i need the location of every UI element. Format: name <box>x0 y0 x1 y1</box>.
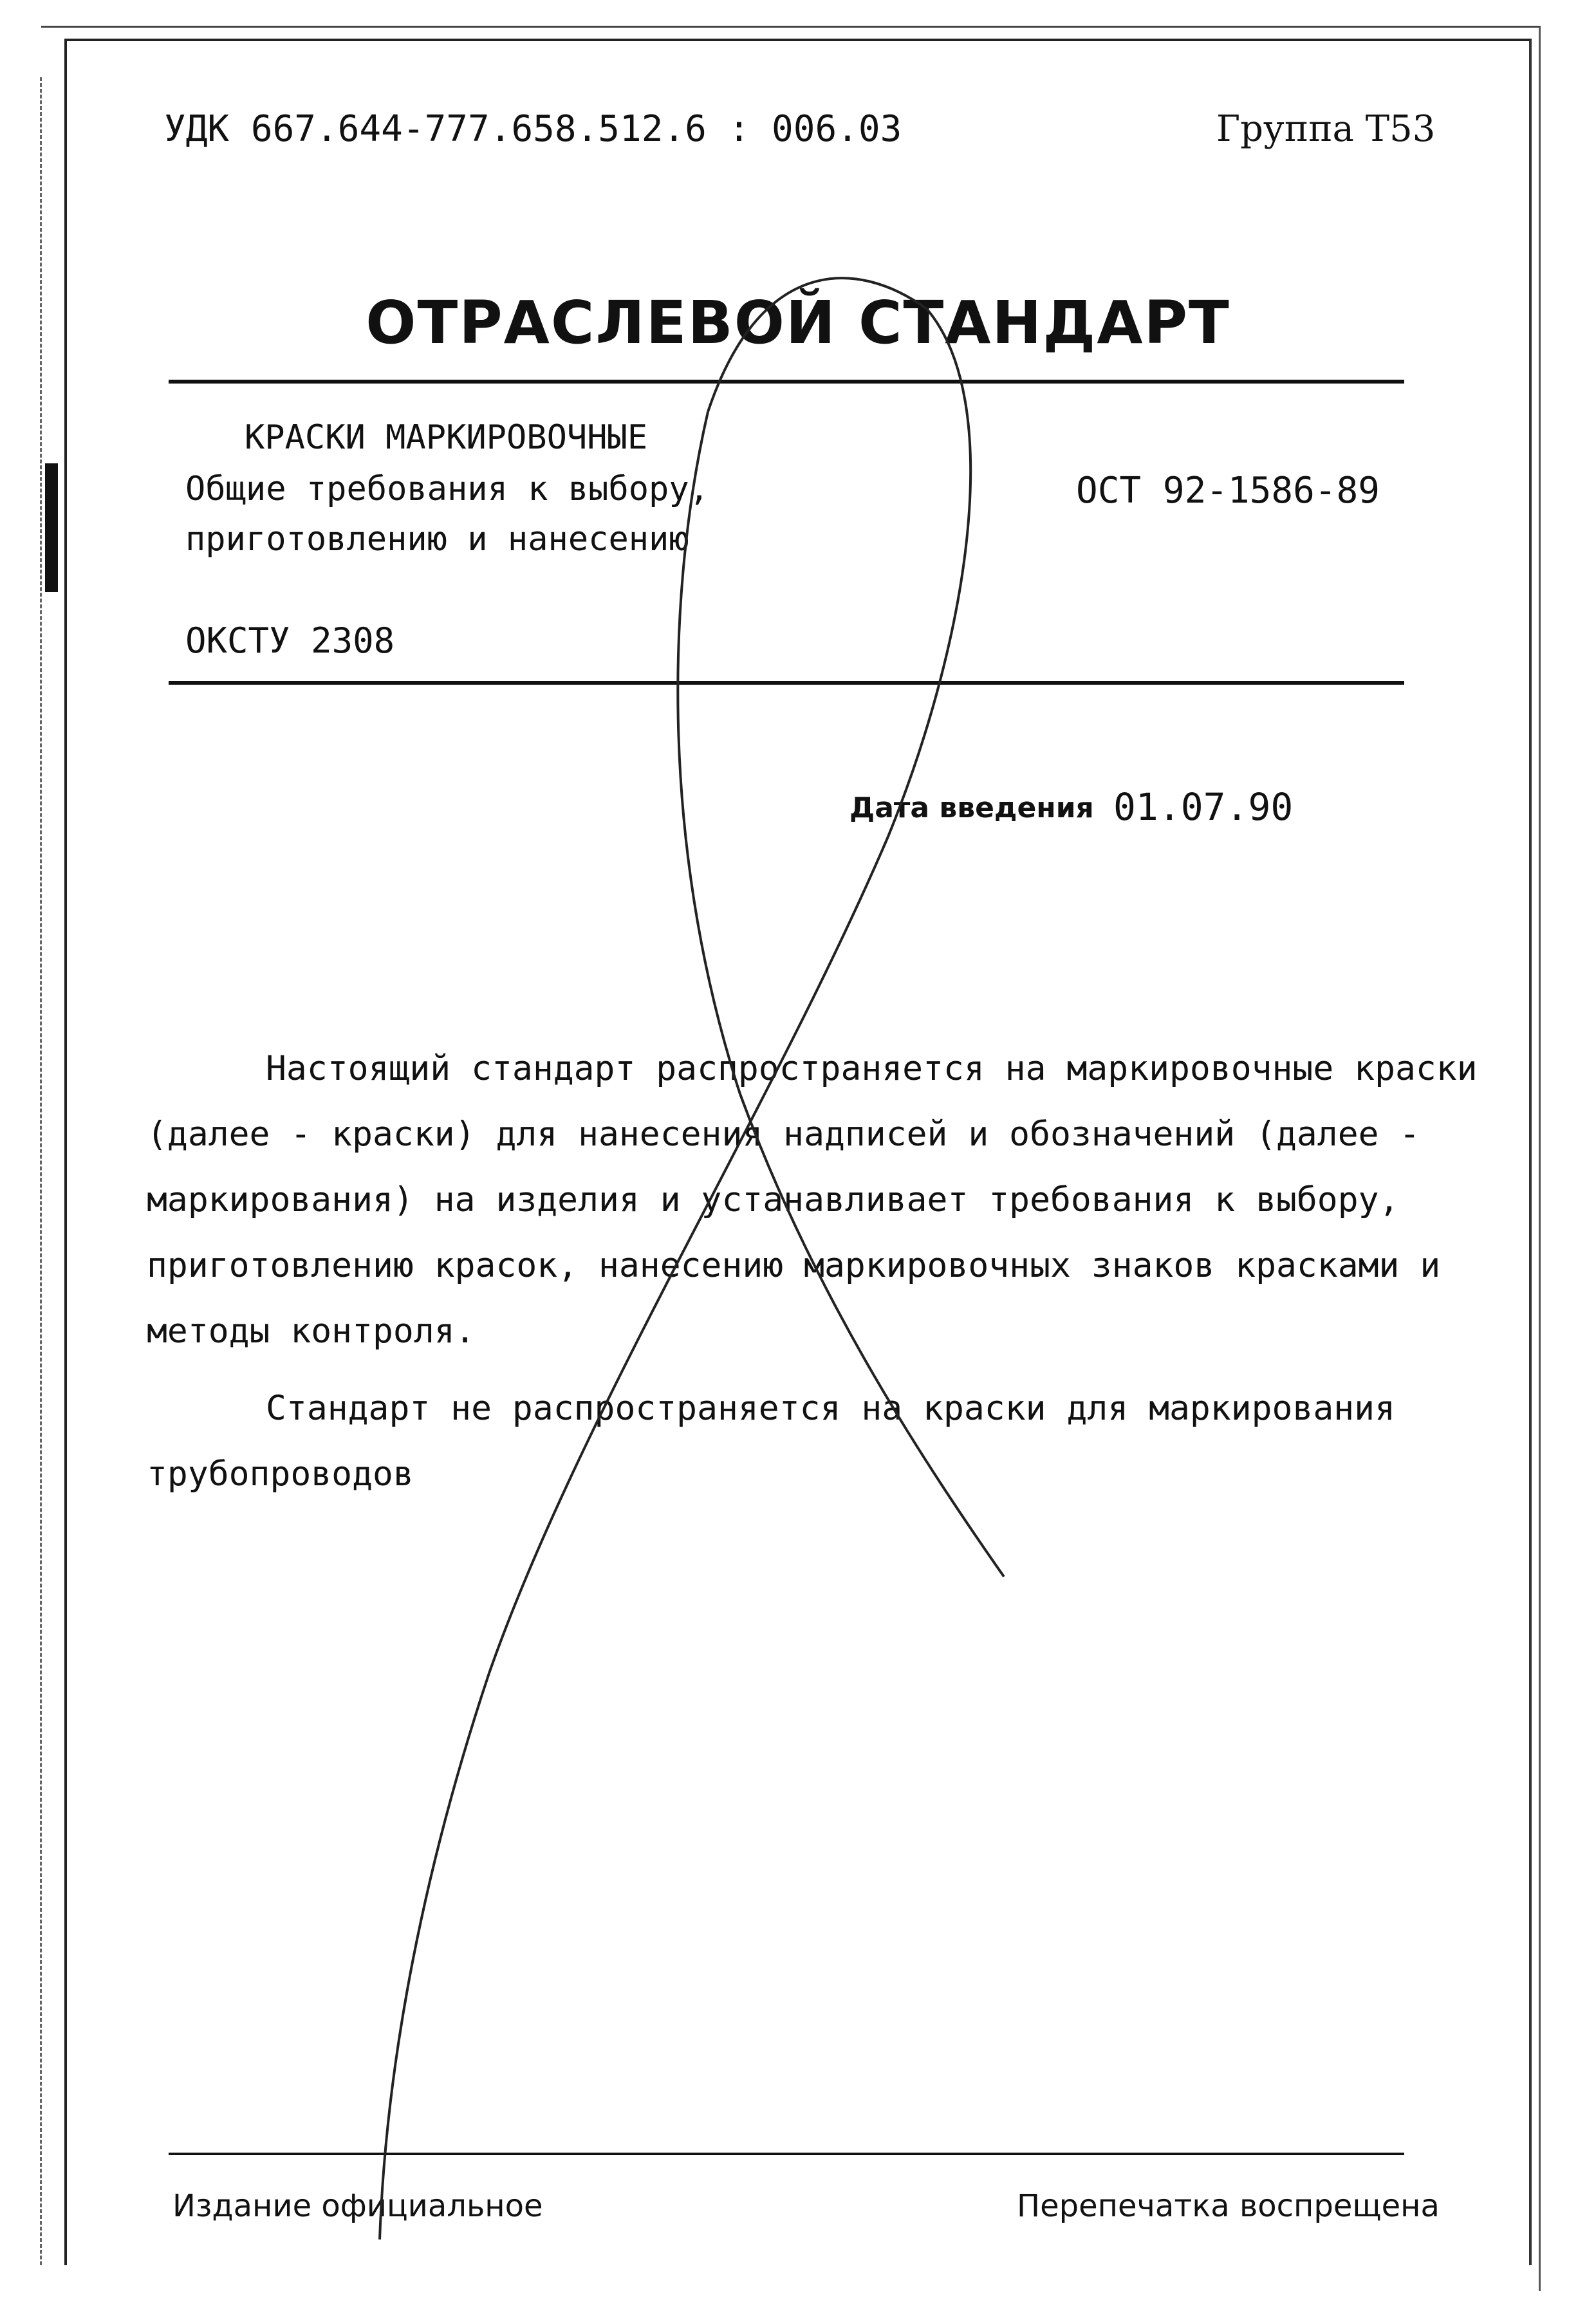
scan-shadow-mark <box>45 463 58 592</box>
edition-note: Издание официальное <box>172 2188 543 2224</box>
standard-code: ОСТ 92-1586-89 <box>1076 470 1380 512</box>
okstu-code: ОКСТУ 2308 <box>185 620 395 661</box>
paragraph-exclusion: Стандарт не распространяется на краски для маркирования трубопроводов <box>147 1389 1395 1494</box>
udk-code: УДК 667.644-777.658.512.6 : 006.03 <box>164 108 902 150</box>
body-text <box>147 1036 1498 1507</box>
requirements-line-1: Общие требования к выбору, <box>185 470 709 508</box>
reprint-note: Перепечатка воспрещена <box>1017 2188 1440 2224</box>
introduction-date: 01.07.90 <box>1113 785 1294 829</box>
paragraph-scope: Настоящий стандарт распространяется на маркировочные краски (далее - краски) для нанесения надписей и обозначений (далее - маркирования) на изделия и устанавливает требования к выбору, приготовлению красок, нанесению маркировочных знаков красками и методы контроля. <box>147 1049 1478 1351</box>
requirements-line-2: приготовлению и нанесению <box>185 520 689 559</box>
header-bottom-divider <box>169 681 1404 685</box>
group-code: Группа Т53 <box>1216 108 1436 150</box>
document-title: ОТРАСЛЕВОЙ СТАНДАРТ <box>366 288 1230 357</box>
title-divider <box>169 380 1404 384</box>
standard-subject: КРАСКИ МАРКИРОВОЧНЫЕ <box>245 418 648 457</box>
binding-edge <box>40 77 60 2265</box>
introduction-date-label: Дата введения <box>849 792 1094 824</box>
footer-divider <box>169 2153 1404 2155</box>
